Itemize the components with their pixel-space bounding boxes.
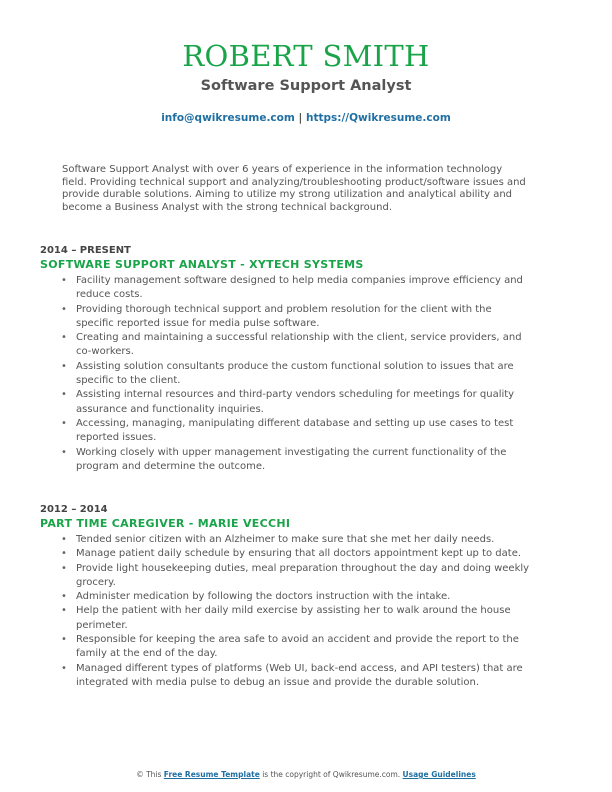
usage-guidelines-link[interactable]: Usage Guidelines (402, 770, 476, 779)
list-item: • Responsible for keeping the area safe to avoid an accident and provide the report to the family at the end of the day. (61, 634, 519, 660)
bullet-icon: • (61, 605, 67, 617)
bullet-icon: • (61, 662, 67, 674)
bullet-icon: • (61, 534, 67, 545)
bullet-icon: • (61, 591, 67, 603)
job-dates: 2012 – 2014 (40, 504, 108, 515)
job-role: PART TIME CAREGIVER - MARIE VECCHI (40, 517, 291, 530)
list-item: • Providing thorough technical support and problem resolution for the client with the specific reported issue for media pulse software. (61, 303, 492, 329)
job-bullets (40, 274, 530, 474)
list-item: • Administer medication by following the doctors instruction with the intake. (40, 590, 530, 604)
job-dates: 2014 – PRESENT (40, 245, 131, 256)
list-item: • Help the patient with her daily mild exercise by assisting her to walk around the house perimeter. (61, 605, 511, 631)
list-item: • Creating and maintaining a successful relationship with the client, service providers, and co-workers. (61, 332, 522, 358)
bullet-icon: • (61, 446, 67, 458)
summary-paragraph: Software Support Analyst with over 6 years of experience in the information technology field. Providing technical support and analyzing/troubleshooting product/software issues and provide durable solutions. Aiming to utilize my strong utilization and analytical ability and become a Business Analyst with the strong technical background. (62, 164, 526, 213)
bullet-icon: • (61, 275, 67, 286)
bullet-icon: • (61, 548, 67, 560)
experience-section-1 (40, 244, 530, 474)
candidate-name: ROBERT SMITH (182, 39, 430, 73)
candidate-title: Software Support Analyst (200, 78, 412, 94)
website-link[interactable]: https://Qwikresume.com (305, 112, 451, 124)
contact-separator: | (298, 112, 303, 124)
copyright-footer (0, 770, 612, 780)
bullet-icon: • (61, 303, 67, 315)
bullet-icon: • (61, 360, 67, 372)
list-item: • Facility management software designed to help media companies improve efficiency and reduce costs. (61, 275, 523, 301)
job-role: SOFTWARE SUPPORT ANALYST - XYTECH SYSTEMS (40, 258, 364, 271)
bullet-icon: • (61, 332, 67, 344)
list-item: • Provide light housekeeping duties, meal preparation throughout the day and doing weekly grocery. (61, 562, 530, 588)
footer-prefix: © This (136, 770, 162, 779)
job-bullets (40, 533, 530, 690)
free-resume-template-link[interactable]: Free Resume Template (163, 770, 260, 779)
list-item: • Working closely with upper management investigating the current functionality of the program and determine the outcome. (61, 446, 507, 472)
bullet-icon: • (61, 417, 67, 429)
experience-section-2 (40, 503, 530, 690)
list-item: • Manage patient daily schedule by ensuring that all doctors appointment kept up to date. (40, 547, 530, 561)
bullet-icon: • (61, 562, 67, 574)
bullet-icon: • (61, 389, 67, 401)
list-item: • Tended senior citizen with an Alzheimer to make sure that she met her daily needs. (40, 533, 530, 547)
list-item: • Accessing, managing, manipulating different database and setting up use cases to test reported issues. (61, 417, 514, 444)
contact-line (0, 111, 612, 125)
list-item: • Assisting internal resources and third-party vendors scheduling for meetings for quality assurance and functionality inquiries. (61, 389, 515, 415)
footer-middle: is the copyright of Qwikresume.com. (262, 770, 401, 779)
bullet-icon: • (61, 634, 67, 646)
list-item: • Assisting solution consultants produce the custom functional solution to issues that are specific to the client. (61, 360, 514, 387)
list-item: • Managed different types of platforms (Web UI, back-end access, and API testers) that are integrated with media pulse to debug an issue and provide the durable solution. (61, 662, 523, 688)
email-link[interactable]: info@qwikresume.com (161, 112, 295, 124)
